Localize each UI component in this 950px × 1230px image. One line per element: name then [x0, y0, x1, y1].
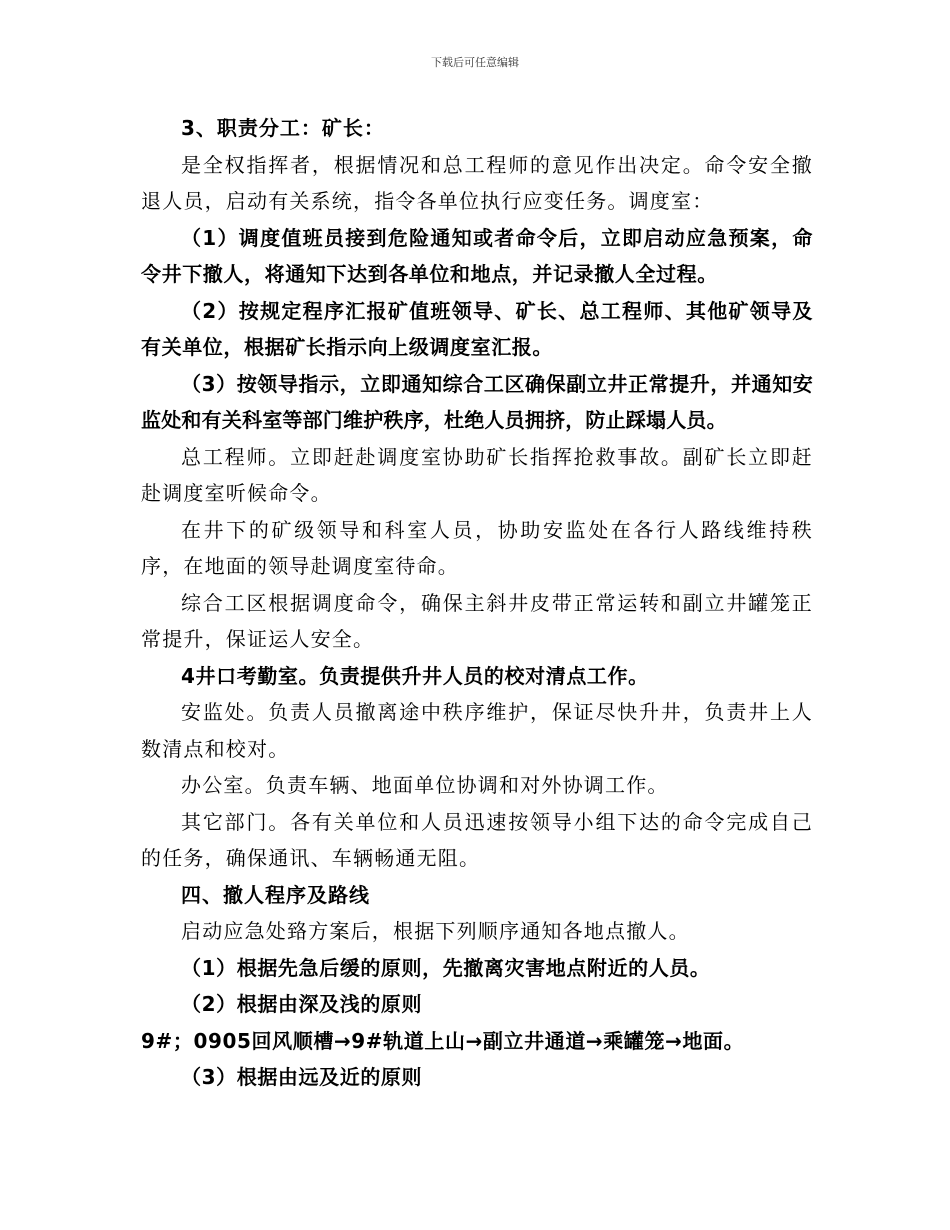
paragraph-office: 办公室。负责车辆、地面单位协调和对外协调工作。 — [181, 773, 669, 797]
paragraph-principle-3: （3）根据由远及近的原则 — [181, 1065, 423, 1089]
page-header-note: 下载后可任意编辑 — [431, 56, 519, 69]
paragraph-other-depts: 其它部门。各有关单位和人员迅速按领导小组下达的命令完成自己的任务，确保通讯、车辆畅通无阻。 — [141, 809, 813, 870]
paragraph-mine-director: 是全权指挥者，根据情况和总工程师的意见作出决定。命令安全撤退人员，启动有关系统，指令各单位执行应变任务。调度室： — [141, 152, 813, 213]
paragraph-dispatch-1: （1）调度值班员接到危险通知或者命令后，立即启动应急预案，命令井下撤人，将通知下达到各单位和地点，并记录撤人全过程。 — [141, 225, 813, 286]
paragraph-route-9: 9#；0905回风顺槽→9#轨道上山→副立井通道→乘罐笼→地面。 — [141, 1028, 745, 1053]
paragraph-chief-engineer: 总工程师。立即赶赴调度室协助矿长指挥抢救事故。副矿长立即赶赴调度室听候命令。 — [141, 444, 813, 505]
section-heading-evacuation: 四、撤人程序及路线 — [181, 882, 370, 907]
paragraph-underground-leaders: 在井下的矿级领导和科室人员，协助安监处在各行人路线维持秩序，在地面的领导赴调度室待命。 — [141, 517, 813, 578]
paragraph-work-area: 综合工区根据调度命令，确保主斜井皮带正常运转和副立井罐笼正常提升，保证运人安全。 — [141, 590, 813, 651]
section-heading-duties: 3、职责分工：矿长： — [181, 116, 385, 140]
paragraph-safety-dept: 安监处。负责人员撤离途中秩序维护，保证尽快升井，负责井上人数清点和校对。 — [141, 700, 813, 761]
document-body — [141, 110, 813, 1096]
paragraph-attendance-room: 4井口考勤室。负责提供升井人员的校对清点工作。 — [181, 663, 649, 688]
paragraph-dispatch-2: （2）按规定程序汇报矿值班领导、矿长、总工程师、其他矿领导及有关单位，根据矿长指示向上级调度室汇报。 — [141, 298, 813, 359]
paragraph-evacuation-intro: 启动应急处臵方案后，根据下列顺序通知各地点撤人。 — [181, 919, 690, 943]
paragraph-principle-1: （1）根据先急后缓的原则，先撤离灾害地点附近的人员。 — [181, 955, 711, 980]
paragraph-dispatch-3: （3）按领导指示，立即通知综合工区确保副立井正常提升，并通知安监处和有关科室等部门维护秩序，杜绝人员拥挤，防止踩塌人员。 — [141, 371, 813, 432]
paragraph-principle-2: （2）根据由深及浅的原则 — [181, 992, 423, 1016]
